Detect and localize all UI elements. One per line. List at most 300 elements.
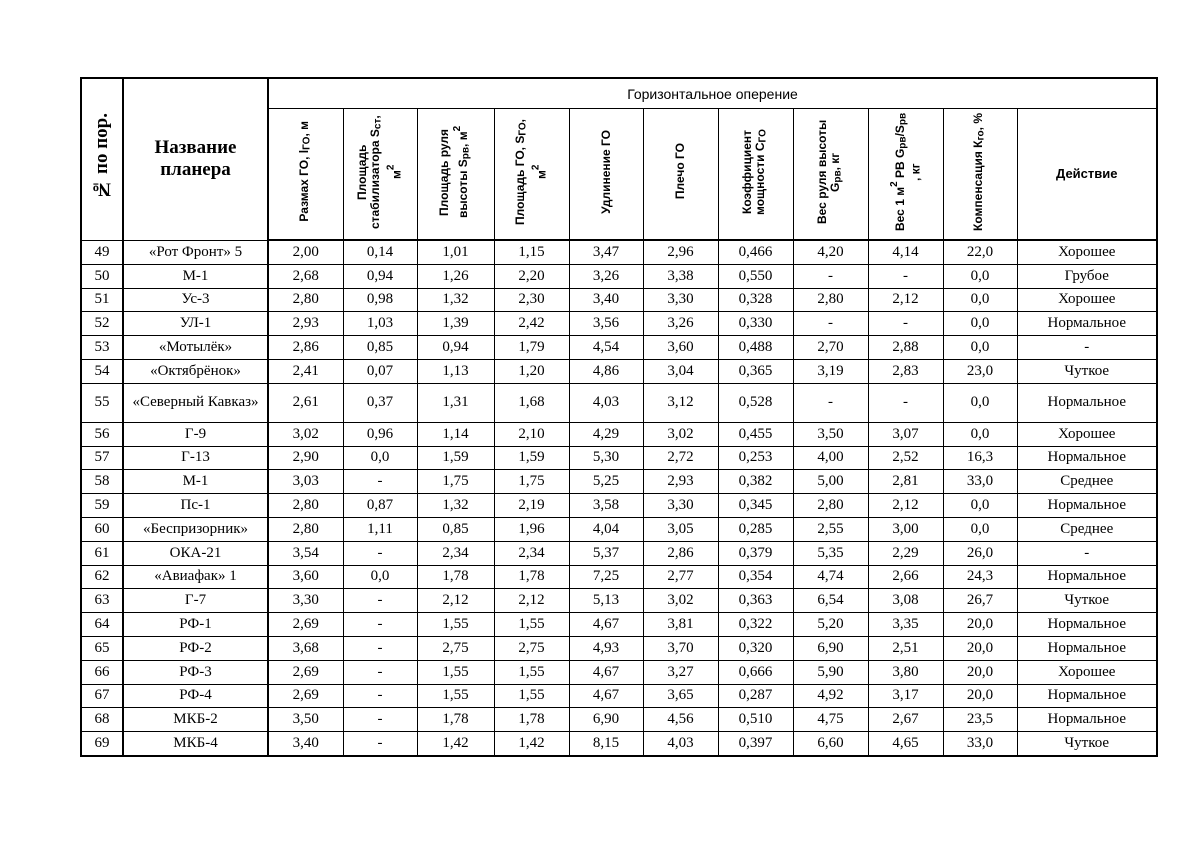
value-cell: 1,20 [494, 359, 569, 383]
value-cell: 2,93 [268, 312, 343, 336]
value-cell: 1,32 [417, 288, 494, 312]
table-row [81, 517, 1157, 541]
value-cell: 2,70 [793, 336, 868, 360]
value-cell: 4,92 [793, 684, 868, 708]
table-row [81, 446, 1157, 470]
header-name-label: Название планера [154, 137, 237, 181]
value-cell: 2,61 [268, 383, 343, 422]
value-cell: 0,330 [718, 312, 793, 336]
value-cell: 1,32 [417, 494, 494, 518]
value-cell: 4,03 [643, 732, 718, 756]
value-cell: 3,05 [643, 517, 718, 541]
row-number-cell: 59 [81, 494, 123, 518]
value-cell: 0,510 [718, 708, 793, 732]
table-row [81, 359, 1157, 383]
value-cell: 5,37 [569, 541, 643, 565]
value-cell: 20,0 [943, 636, 1017, 660]
value-cell: 3,35 [868, 613, 943, 637]
value-cell: 5,13 [569, 589, 643, 613]
value-cell: 0,287 [718, 684, 793, 708]
value-cell: 1,59 [417, 446, 494, 470]
value-cell: 3,70 [643, 636, 718, 660]
value-cell: - [343, 613, 417, 637]
value-cell: 0,0 [943, 494, 1017, 518]
column-header-action [1017, 109, 1157, 241]
column-header-label: Плечо ГО [673, 143, 687, 200]
value-cell: 7,25 [569, 565, 643, 589]
column-header-label: Размах ГО, $l_{ГО}$, м [297, 121, 313, 222]
action-cell: Нормальное [1017, 613, 1157, 637]
glider-tail-table [80, 77, 1158, 757]
value-cell: 0,94 [417, 336, 494, 360]
value-cell: - [343, 732, 417, 756]
value-cell: 1,78 [417, 565, 494, 589]
value-cell: 3,47 [569, 240, 643, 264]
value-cell: 1,78 [417, 708, 494, 732]
value-cell: 0,253 [718, 446, 793, 470]
value-cell: 0,322 [718, 613, 793, 637]
action-cell: Чуткое [1017, 589, 1157, 613]
column-header-1 [268, 109, 343, 241]
value-cell: 0,345 [718, 494, 793, 518]
row-number-cell: 63 [81, 589, 123, 613]
column-header-10 [943, 109, 1017, 241]
table-row [81, 708, 1157, 732]
value-cell: 1,42 [417, 732, 494, 756]
value-cell: 1,39 [417, 312, 494, 336]
table-row [81, 470, 1157, 494]
value-cell: 1,75 [494, 470, 569, 494]
value-cell: 0,96 [343, 422, 417, 446]
value-cell: 0,0 [343, 565, 417, 589]
value-cell: 4,54 [569, 336, 643, 360]
row-number-cell: 57 [81, 446, 123, 470]
action-cell: Нормальное [1017, 312, 1157, 336]
glider-name-cell: «Октябрёнок» [123, 359, 268, 383]
table-row [81, 613, 1157, 637]
action-cell: Среднее [1017, 470, 1157, 494]
value-cell: 3,07 [868, 422, 943, 446]
value-cell: 4,67 [569, 684, 643, 708]
value-cell: 0,0 [943, 312, 1017, 336]
value-cell: 2,80 [793, 288, 868, 312]
value-cell: 2,67 [868, 708, 943, 732]
value-cell: 4,74 [793, 565, 868, 589]
value-cell: 4,14 [868, 240, 943, 264]
value-cell: 0,666 [718, 660, 793, 684]
value-cell: 2,80 [793, 494, 868, 518]
glider-name-cell: МКБ-2 [123, 708, 268, 732]
value-cell: 6,54 [793, 589, 868, 613]
value-cell: 3,65 [643, 684, 718, 708]
value-cell: 0,94 [343, 264, 417, 288]
value-cell: 4,86 [569, 359, 643, 383]
row-number-cell: 61 [81, 541, 123, 565]
value-cell: 0,550 [718, 264, 793, 288]
header-number-label: № по пор. [91, 113, 112, 201]
value-cell: 8,15 [569, 732, 643, 756]
value-cell: 2,93 [643, 470, 718, 494]
table-row [81, 541, 1157, 565]
row-number-cell: 56 [81, 422, 123, 446]
value-cell: 3,40 [268, 732, 343, 756]
glider-name-cell: «Мотылёк» [123, 336, 268, 360]
table-row [81, 240, 1157, 264]
column-header-2 [343, 109, 417, 241]
column-header-5 [569, 109, 643, 241]
value-cell: 2,29 [868, 541, 943, 565]
value-cell: 3,80 [868, 660, 943, 684]
value-cell: 3,60 [643, 336, 718, 360]
row-number-cell: 65 [81, 636, 123, 660]
action-cell: Среднее [1017, 517, 1157, 541]
value-cell: 5,20 [793, 613, 868, 637]
value-cell: - [343, 636, 417, 660]
action-cell: Хорошее [1017, 660, 1157, 684]
value-cell: 0,0 [943, 264, 1017, 288]
value-cell: 1,96 [494, 517, 569, 541]
value-cell: 3,40 [569, 288, 643, 312]
value-cell: 1,15 [494, 240, 569, 264]
glider-name-cell: Г-13 [123, 446, 268, 470]
glider-name-cell: РФ-2 [123, 636, 268, 660]
value-cell: 2,90 [268, 446, 343, 470]
header-glider-name [123, 78, 268, 240]
action-cell: Нормальное [1017, 494, 1157, 518]
value-cell: 2,55 [793, 517, 868, 541]
column-header-9 [868, 109, 943, 241]
value-cell: - [343, 660, 417, 684]
value-cell: 1,59 [494, 446, 569, 470]
value-cell: 0,285 [718, 517, 793, 541]
value-cell: 5,00 [793, 470, 868, 494]
value-cell: 2,12 [494, 589, 569, 613]
table-row [81, 312, 1157, 336]
action-cell: Грубое [1017, 264, 1157, 288]
row-number-cell: 55 [81, 383, 123, 422]
value-cell: 0,0 [943, 288, 1017, 312]
value-cell: 1,78 [494, 565, 569, 589]
action-cell: Чуткое [1017, 732, 1157, 756]
glider-name-cell: УЛ-1 [123, 312, 268, 336]
glider-name-cell: «Авиафак» 1 [123, 565, 268, 589]
value-cell: 2,20 [494, 264, 569, 288]
glider-name-cell: М-1 [123, 264, 268, 288]
value-cell: 2,96 [643, 240, 718, 264]
value-cell: 4,67 [569, 613, 643, 637]
action-cell: Нормальное [1017, 708, 1157, 732]
row-number-cell: 54 [81, 359, 123, 383]
row-number-cell: 58 [81, 470, 123, 494]
value-cell: 4,00 [793, 446, 868, 470]
value-cell: 2,00 [268, 240, 343, 264]
value-cell: 0,0 [943, 422, 1017, 446]
table-row [81, 264, 1157, 288]
value-cell: 2,75 [494, 636, 569, 660]
row-number-cell: 60 [81, 517, 123, 541]
value-cell: 5,90 [793, 660, 868, 684]
value-cell: 4,03 [569, 383, 643, 422]
value-cell: 1,68 [494, 383, 569, 422]
glider-name-cell: Г-9 [123, 422, 268, 446]
value-cell: 0,98 [343, 288, 417, 312]
row-number-cell: 64 [81, 613, 123, 637]
glider-name-cell: РФ-1 [123, 613, 268, 637]
glider-name-cell: ОКА-21 [123, 541, 268, 565]
column-header-label: Площадь ГО, $S_{ГО}$, $м^2$ [513, 118, 549, 225]
value-cell: 4,75 [793, 708, 868, 732]
value-cell: 3,38 [643, 264, 718, 288]
action-cell: Хорошее [1017, 240, 1157, 264]
value-cell: 2,72 [643, 446, 718, 470]
value-cell: 1,75 [417, 470, 494, 494]
column-header-label: Вес руля высоты $G_{рв}$, кг [815, 119, 844, 224]
value-cell: 3,00 [868, 517, 943, 541]
value-cell: - [868, 383, 943, 422]
value-cell: 6,90 [793, 636, 868, 660]
value-cell: 0,0 [343, 446, 417, 470]
value-cell: 0,455 [718, 422, 793, 446]
row-number-cell: 51 [81, 288, 123, 312]
value-cell: 1,11 [343, 517, 417, 541]
table-row [81, 732, 1157, 756]
column-header-8 [793, 109, 868, 241]
value-cell: 24,3 [943, 565, 1017, 589]
action-cell: Нормальное [1017, 383, 1157, 422]
value-cell: 0,0 [943, 517, 1017, 541]
value-cell: 5,25 [569, 470, 643, 494]
column-header-label: Компенсация $К_{го}$, % [971, 112, 987, 231]
value-cell: 3,50 [268, 708, 343, 732]
value-cell: 3,81 [643, 613, 718, 637]
glider-name-cell: М-1 [123, 470, 268, 494]
value-cell: 4,04 [569, 517, 643, 541]
value-cell: 0,466 [718, 240, 793, 264]
value-cell: - [343, 708, 417, 732]
value-cell: 1,26 [417, 264, 494, 288]
value-cell: 4,29 [569, 422, 643, 446]
column-header-7 [718, 109, 793, 241]
value-cell: 2,12 [417, 589, 494, 613]
value-cell: 0,528 [718, 383, 793, 422]
action-cell: - [1017, 336, 1157, 360]
action-cell: Хорошее [1017, 422, 1157, 446]
column-header-4 [494, 109, 569, 241]
table-row [81, 565, 1157, 589]
row-number-cell: 50 [81, 264, 123, 288]
glider-name-cell: МКБ-4 [123, 732, 268, 756]
value-cell: 0,0 [943, 336, 1017, 360]
column-header-3 [417, 109, 494, 241]
value-cell: 2,80 [268, 288, 343, 312]
value-cell: 33,0 [943, 470, 1017, 494]
value-cell: 2,51 [868, 636, 943, 660]
header-horizontal-tail: Горизонтальное оперение [268, 78, 1157, 109]
value-cell: 3,04 [643, 359, 718, 383]
value-cell: 2,12 [868, 288, 943, 312]
value-cell: 1,55 [417, 613, 494, 637]
value-cell: 4,56 [643, 708, 718, 732]
value-cell: - [343, 470, 417, 494]
value-cell: 1,01 [417, 240, 494, 264]
value-cell: 2,80 [268, 494, 343, 518]
value-cell: 3,68 [268, 636, 343, 660]
value-cell: 1,79 [494, 336, 569, 360]
value-cell: 2,81 [868, 470, 943, 494]
value-cell: 1,55 [494, 684, 569, 708]
action-cell: Нормальное [1017, 636, 1157, 660]
value-cell: 3,56 [569, 312, 643, 336]
value-cell: 2,77 [643, 565, 718, 589]
value-cell: 0,0 [943, 383, 1017, 422]
value-cell: 2,42 [494, 312, 569, 336]
value-cell: 1,55 [417, 660, 494, 684]
value-cell: - [343, 589, 417, 613]
value-cell: 2,80 [268, 517, 343, 541]
value-cell: 3,58 [569, 494, 643, 518]
value-cell: 2,41 [268, 359, 343, 383]
value-cell: 3,19 [793, 359, 868, 383]
action-cell: - [1017, 541, 1157, 565]
value-cell: 22,0 [943, 240, 1017, 264]
column-header-label: Вес 1 $м^2$ РВ $G_{рв}/S_{рв}$ , кг [889, 112, 923, 231]
value-cell: 2,88 [868, 336, 943, 360]
value-cell: 2,83 [868, 359, 943, 383]
value-cell: 2,34 [417, 541, 494, 565]
value-cell: 0,85 [417, 517, 494, 541]
row-number-cell: 68 [81, 708, 123, 732]
value-cell: 3,08 [868, 589, 943, 613]
action-cell: Чуткое [1017, 359, 1157, 383]
value-cell: 2,19 [494, 494, 569, 518]
row-number-cell: 62 [81, 565, 123, 589]
value-cell: 0,87 [343, 494, 417, 518]
table-row [81, 336, 1157, 360]
table-row [81, 422, 1157, 446]
value-cell: 33,0 [943, 732, 1017, 756]
glider-name-cell: Пс-1 [123, 494, 268, 518]
value-cell: 0,488 [718, 336, 793, 360]
value-cell: 23,0 [943, 359, 1017, 383]
value-cell: 6,60 [793, 732, 868, 756]
value-cell: 4,67 [569, 660, 643, 684]
value-cell: 6,90 [569, 708, 643, 732]
value-cell: 0,354 [718, 565, 793, 589]
glider-name-cell: «Беспризорник» [123, 517, 268, 541]
header-number [81, 78, 123, 240]
value-cell: 2,69 [268, 684, 343, 708]
value-cell: 0,14 [343, 240, 417, 264]
value-cell: 0,365 [718, 359, 793, 383]
value-cell: 1,78 [494, 708, 569, 732]
value-cell: 3,03 [268, 470, 343, 494]
value-cell: 3,30 [643, 288, 718, 312]
value-cell: - [793, 312, 868, 336]
table-row [81, 288, 1157, 312]
value-cell: 2,10 [494, 422, 569, 446]
table-row [81, 383, 1157, 422]
value-cell: 20,0 [943, 613, 1017, 637]
value-cell: 5,30 [569, 446, 643, 470]
row-number-cell: 67 [81, 684, 123, 708]
value-cell: 20,0 [943, 660, 1017, 684]
value-cell: 3,50 [793, 422, 868, 446]
action-cell: Нормальное [1017, 684, 1157, 708]
value-cell: 1,55 [494, 613, 569, 637]
value-cell: 0,328 [718, 288, 793, 312]
table-row [81, 636, 1157, 660]
value-cell: 0,320 [718, 636, 793, 660]
value-cell: 2,12 [868, 494, 943, 518]
column-header-action-label: Действие [1056, 166, 1118, 181]
table-body [81, 240, 1157, 756]
value-cell: 4,65 [868, 732, 943, 756]
value-cell: 26,7 [943, 589, 1017, 613]
value-cell: - [793, 383, 868, 422]
column-header-6 [643, 109, 718, 241]
table-row [81, 684, 1157, 708]
value-cell: 3,02 [643, 589, 718, 613]
action-cell: Хорошее [1017, 288, 1157, 312]
column-header-label: Коэффициент мощности $С_{ГО}$ [740, 128, 769, 215]
table-row [81, 660, 1157, 684]
table-row [81, 589, 1157, 613]
glider-name-cell: «Рот Фронт» 5 [123, 240, 268, 264]
value-cell: 2,66 [868, 565, 943, 589]
value-cell: - [868, 264, 943, 288]
value-cell: 0,07 [343, 359, 417, 383]
value-cell: 2,86 [268, 336, 343, 360]
value-cell: - [343, 541, 417, 565]
value-cell: - [868, 312, 943, 336]
column-header-label: Площадь стабилизатора $S_{ст}$, $м^2$ [355, 114, 404, 229]
value-cell: 1,13 [417, 359, 494, 383]
value-cell: 0,397 [718, 732, 793, 756]
glider-name-cell: Ус-3 [123, 288, 268, 312]
value-cell: 2,30 [494, 288, 569, 312]
value-cell: 3,26 [643, 312, 718, 336]
value-cell: 2,52 [868, 446, 943, 470]
value-cell: 0,85 [343, 336, 417, 360]
action-cell: Нормальное [1017, 565, 1157, 589]
value-cell: 3,17 [868, 684, 943, 708]
value-cell: 3,02 [643, 422, 718, 446]
row-number-cell: 52 [81, 312, 123, 336]
value-cell: 3,54 [268, 541, 343, 565]
row-number-cell: 66 [81, 660, 123, 684]
value-cell: 2,68 [268, 264, 343, 288]
value-cell: 3,60 [268, 565, 343, 589]
glider-name-cell: РФ-4 [123, 684, 268, 708]
value-cell: 3,12 [643, 383, 718, 422]
value-cell: 0,379 [718, 541, 793, 565]
value-cell: 1,42 [494, 732, 569, 756]
row-number-cell: 49 [81, 240, 123, 264]
value-cell: 2,34 [494, 541, 569, 565]
value-cell: 0,37 [343, 383, 417, 422]
value-cell: 2,69 [268, 613, 343, 637]
value-cell: - [343, 684, 417, 708]
value-cell: 1,55 [417, 684, 494, 708]
value-cell: 3,26 [569, 264, 643, 288]
value-cell: 2,75 [417, 636, 494, 660]
value-cell: 3,02 [268, 422, 343, 446]
value-cell: 5,35 [793, 541, 868, 565]
value-cell: 26,0 [943, 541, 1017, 565]
table-row [81, 494, 1157, 518]
value-cell: 2,69 [268, 660, 343, 684]
value-cell: 0,363 [718, 589, 793, 613]
